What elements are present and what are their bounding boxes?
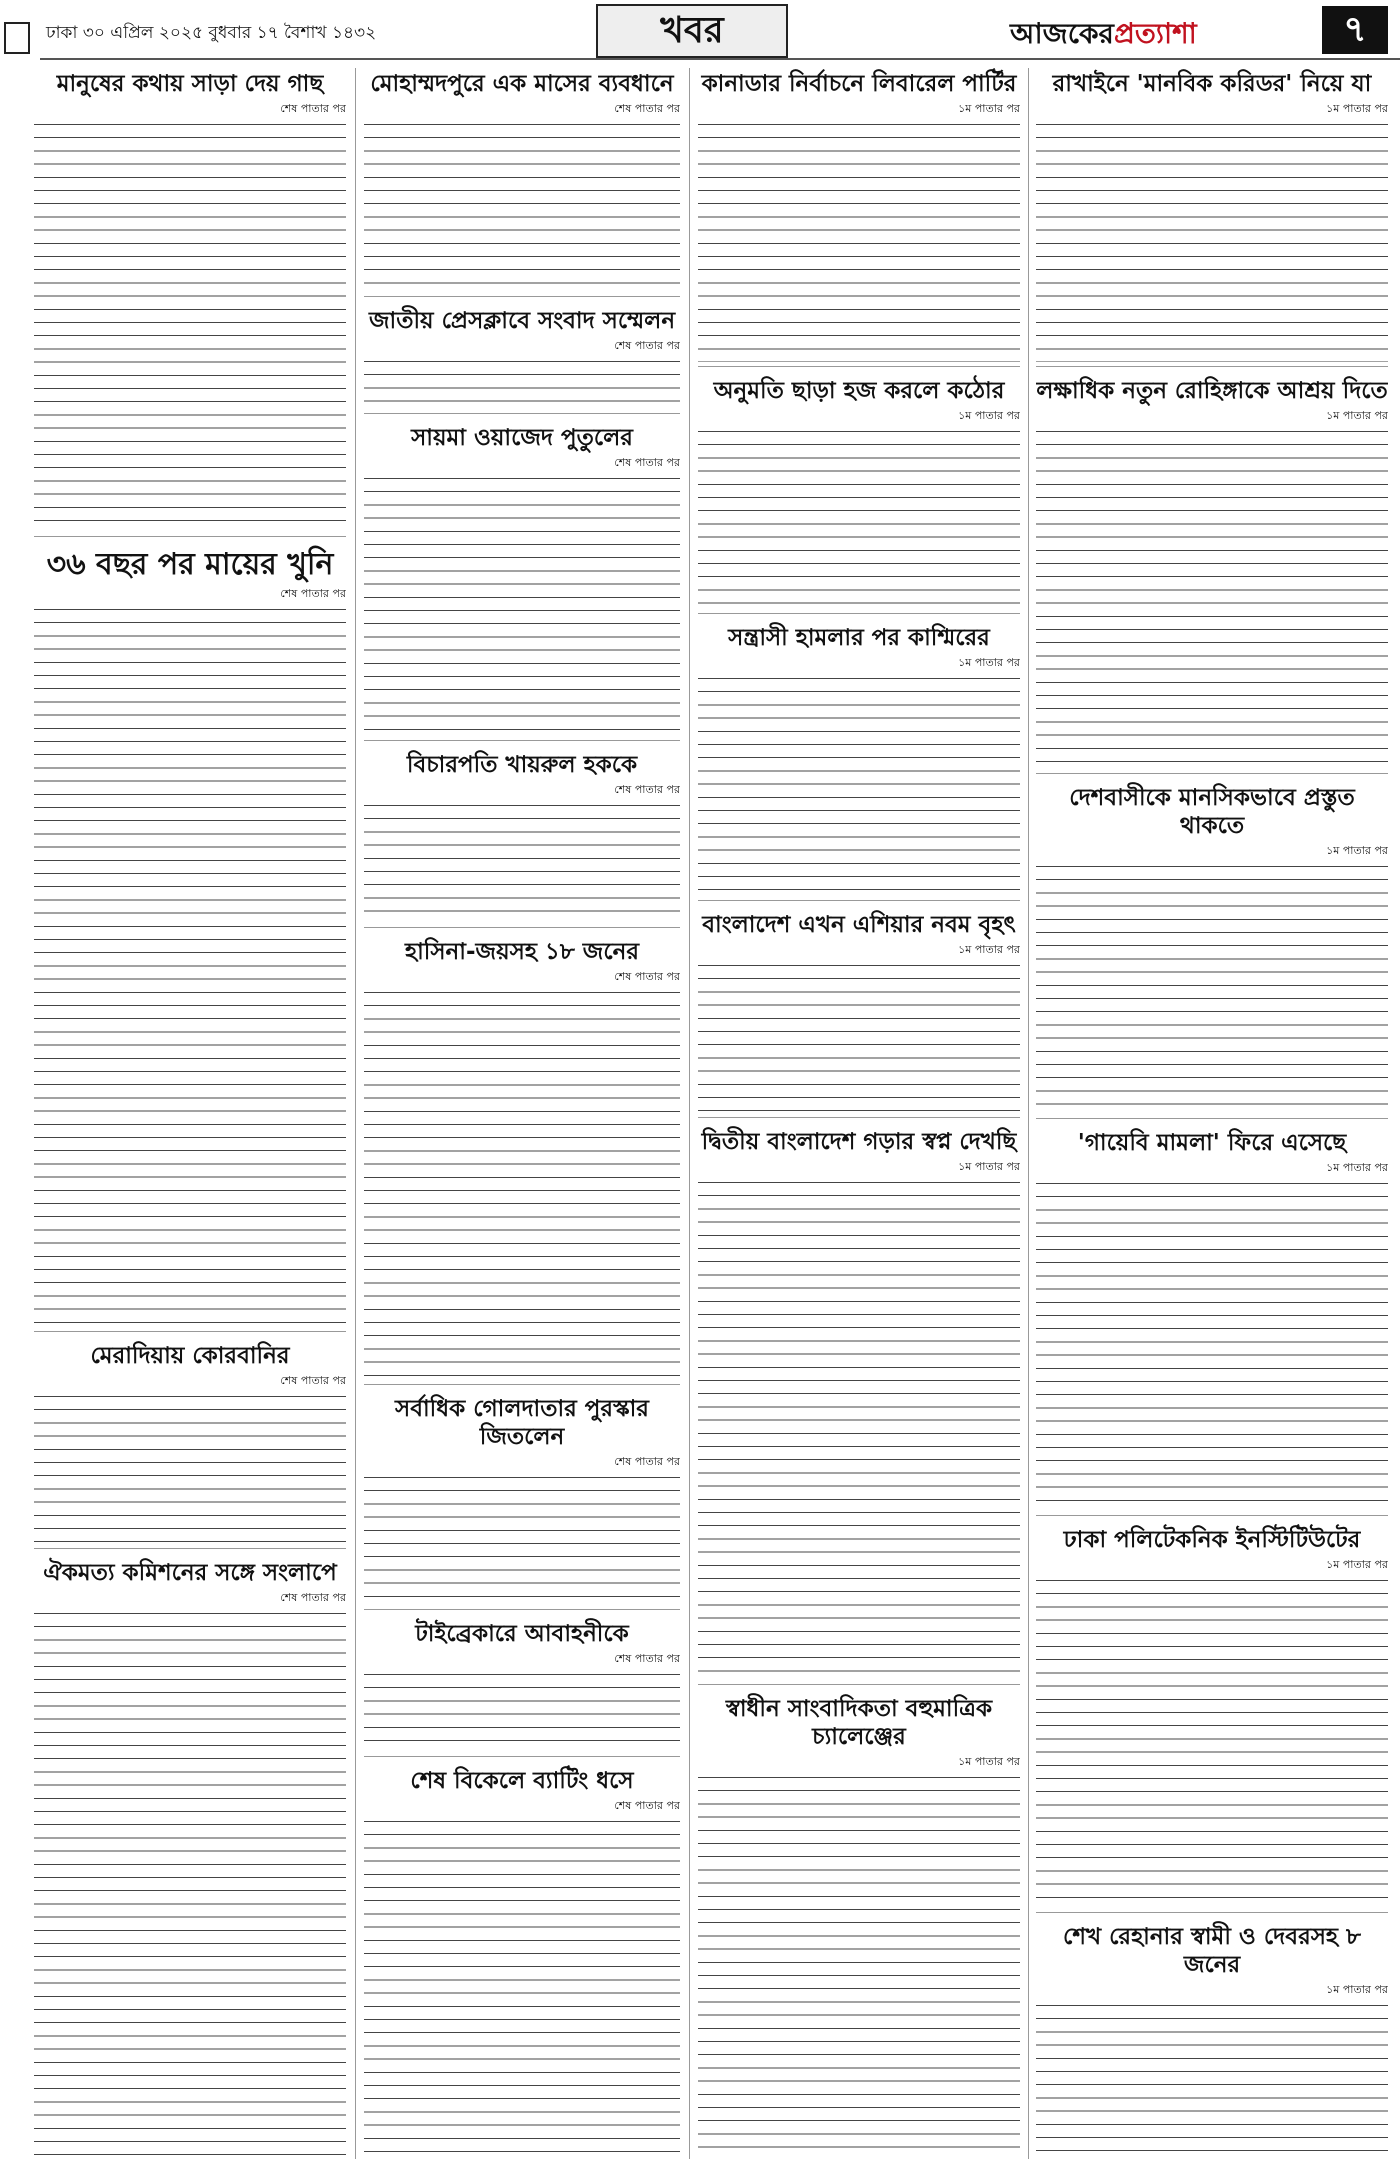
article-body-text: [1036, 122, 1388, 362]
continuation-note: শেষ পাতার পর: [280, 1374, 346, 1387]
article-body-text: [34, 122, 346, 532]
article-body-text: [364, 476, 680, 736]
continuation-note: শেষ পাতার পর: [614, 102, 680, 115]
article-headline: মেরাদিয়ায় কোরবানির: [90, 1343, 290, 1369]
logo-name: প্রত্যাশা: [1113, 17, 1197, 50]
article-headline: 'গায়েবি মামলা' ফিরে এসেছে: [1077, 1130, 1347, 1156]
article-headline: ঐকমত্য কমিশনের সঙ্গে সংলাপে: [43, 1560, 337, 1586]
article-headline: মোহাম্মদপুরে এক মাসের ব্যবধানে: [370, 71, 674, 97]
column-divider: [1028, 68, 1029, 2159]
news-article: [364, 934, 680, 1385]
news-article: [364, 1763, 680, 2159]
news-article: [698, 1124, 1020, 1685]
article-body-text: [698, 676, 1020, 896]
article-body-text: [364, 1819, 680, 2159]
article-body-text: [1036, 2003, 1388, 2159]
column-divider: [355, 68, 356, 2159]
article-headline: দ্বিতীয় বাংলাদেশ গড়ার স্বপ্ন দেখছি: [701, 1129, 1017, 1155]
continuation-note: ১ম পাতার পর: [958, 943, 1020, 956]
continuation-note: শেষ পাতার পর: [614, 1652, 680, 1665]
continuation-note: শেষ পাতার পর: [614, 1455, 680, 1468]
article-body-text: [698, 963, 1020, 1113]
article-headline: বাংলাদেশ এখন এশিয়ার নবম বৃহৎ: [702, 912, 1016, 938]
column-2: [364, 66, 680, 2159]
article-headline: সন্ত্রাসী হামলার পর কাশ্মিরের: [728, 625, 990, 651]
news-article: [34, 543, 346, 1332]
dateline: ঢাকা ৩০ এপ্রিল ২০২৫ বুধবার ১৭ বৈশাখ ১৪৩২: [46, 23, 377, 43]
news-article: [34, 66, 346, 537]
news-article: [698, 907, 1020, 1118]
column-3: [698, 66, 1020, 2159]
continuation-note: শেষ পাতার পর: [614, 456, 680, 469]
continuation-note: শেষ পাতার পর: [614, 1799, 680, 1812]
continuation-note: ১ম পাতার পর: [1326, 1983, 1388, 1996]
continuation-note: ১ম পাতার পর: [958, 1160, 1020, 1173]
continuation-note: ১ম পাতার পর: [1326, 102, 1388, 115]
article-headline: সায়মা ওয়াজেদ পুতুলের: [411, 425, 633, 451]
article-headline: শেষ বিকেলে ব্যাটিং ধসে: [410, 1768, 634, 1794]
article-headline: কানাডার নির্বাচনে লিবারেল পার্টির: [701, 71, 1017, 97]
news-article: [364, 66, 680, 297]
article-body-text: [1036, 1181, 1388, 1511]
article-headline: ঢাকা পলিটেকনিক ইনস্টিটিউটের: [1063, 1527, 1361, 1553]
news-article: [1036, 1125, 1388, 1516]
article-body-text: [364, 359, 680, 409]
masthead-rule: [40, 58, 1400, 60]
article-headline: টাইব্রেকারে আবাহনীকে: [415, 1621, 629, 1647]
article-headline: ৩৬ বছর পর মায়ের খুনি: [46, 547, 334, 582]
news-article: [34, 1555, 346, 2159]
article-body-text: [364, 803, 680, 923]
logo-prefix: আজকের: [1010, 17, 1114, 50]
news-article: [364, 1616, 680, 1757]
news-article: [1036, 1522, 1388, 1913]
news-article: [34, 1338, 346, 1549]
article-headline: রাখাইনে 'মানবিক করিডর' নিয়ে যা: [1052, 71, 1372, 97]
news-article: [364, 747, 680, 928]
article-headline: বিচারপতি খায়রুল হককে: [406, 752, 638, 778]
news-article: [364, 303, 680, 414]
article-body-text: [364, 122, 680, 292]
page-number: ৭: [1322, 6, 1388, 54]
newspaper-logo: [1010, 12, 1197, 59]
article-headline: সর্বাধিক গোলদাতার পুরস্কার জিতলেন: [395, 1396, 649, 1450]
continuation-note: শেষ পাতার পর: [614, 783, 680, 796]
news-article: [364, 1391, 680, 1610]
continuation-note: ১ম পাতার পর: [1326, 409, 1388, 422]
article-body-text: [34, 607, 346, 1327]
news-article: [698, 66, 1020, 367]
news-article: [1036, 780, 1388, 1119]
continuation-note: ১ম পাতার পর: [958, 1755, 1020, 1768]
news-article: [364, 420, 680, 741]
column-4: [1036, 66, 1388, 2159]
continuation-note: শেষ পাতার পর: [280, 102, 346, 115]
continuation-note: শেষ পাতার পর: [614, 339, 680, 352]
article-headline: স্বাধীন সাংবাদিকতা বহুমাত্রিক চ্যালেঞ্জের: [725, 1696, 993, 1750]
article-body-text: [364, 990, 680, 1380]
page-edge-icon: [4, 22, 30, 54]
column-divider: [689, 68, 690, 2159]
continuation-note: ১ম পাতার পর: [1326, 844, 1388, 857]
news-article: [1036, 66, 1388, 367]
article-headline: হাসিনা-জয়সহ ১৮ জনের: [405, 939, 639, 965]
article-body-text: [698, 1180, 1020, 1680]
article-headline: দেশবাসীকে মানসিকভাবে প্রস্তুত থাকতে: [1069, 785, 1355, 839]
article-body-text: [1036, 429, 1388, 769]
article-body-text: [1036, 1578, 1388, 1908]
masthead: [0, 0, 1400, 62]
article-body-text: [698, 1775, 1020, 2159]
continuation-note: শেষ পাতার পর: [614, 970, 680, 983]
news-article: [1036, 373, 1388, 774]
article-body-text: [34, 1611, 346, 2159]
article-body-text: [1036, 864, 1388, 1114]
article-headline: মানুষের কথায় সাড়া দেয় গাছ: [56, 71, 324, 97]
continuation-note: ১ম পাতার পর: [958, 409, 1020, 422]
article-body-text: [364, 1672, 680, 1752]
continuation-note: ১ম পাতার পর: [1326, 1161, 1388, 1174]
news-article: [698, 373, 1020, 614]
continuation-note: ১ম পাতার পর: [1326, 1558, 1388, 1571]
news-article: [1036, 1919, 1388, 2159]
section-title: খবর: [596, 4, 788, 58]
continuation-note: শেষ পাতার পর: [280, 587, 346, 600]
article-headline: জাতীয় প্রেসক্লাবে সংবাদ সম্মেলন: [368, 308, 676, 334]
continuation-note: ১ম পাতার পর: [958, 102, 1020, 115]
article-headline: অনুমতি ছাড়া হজ করলে কঠোর: [713, 378, 1005, 404]
article-body-text: [698, 122, 1020, 362]
column-1: [34, 66, 346, 2159]
continuation-note: ১ম পাতার পর: [958, 656, 1020, 669]
continuation-note: শেষ পাতার পর: [280, 1591, 346, 1604]
article-headline: লক্ষাধিক নতুন রোহিঙ্গাকে আশ্রয় দিতে: [1036, 378, 1388, 404]
news-article: [698, 620, 1020, 901]
article-body-text: [364, 1475, 680, 1605]
article-body-text: [34, 1394, 346, 1544]
article-body-text: [698, 429, 1020, 609]
article-headline: শেখ রেহানার স্বামী ও দেবরসহ ৮ জনের: [1063, 1924, 1361, 1978]
news-article: [698, 1691, 1020, 2159]
